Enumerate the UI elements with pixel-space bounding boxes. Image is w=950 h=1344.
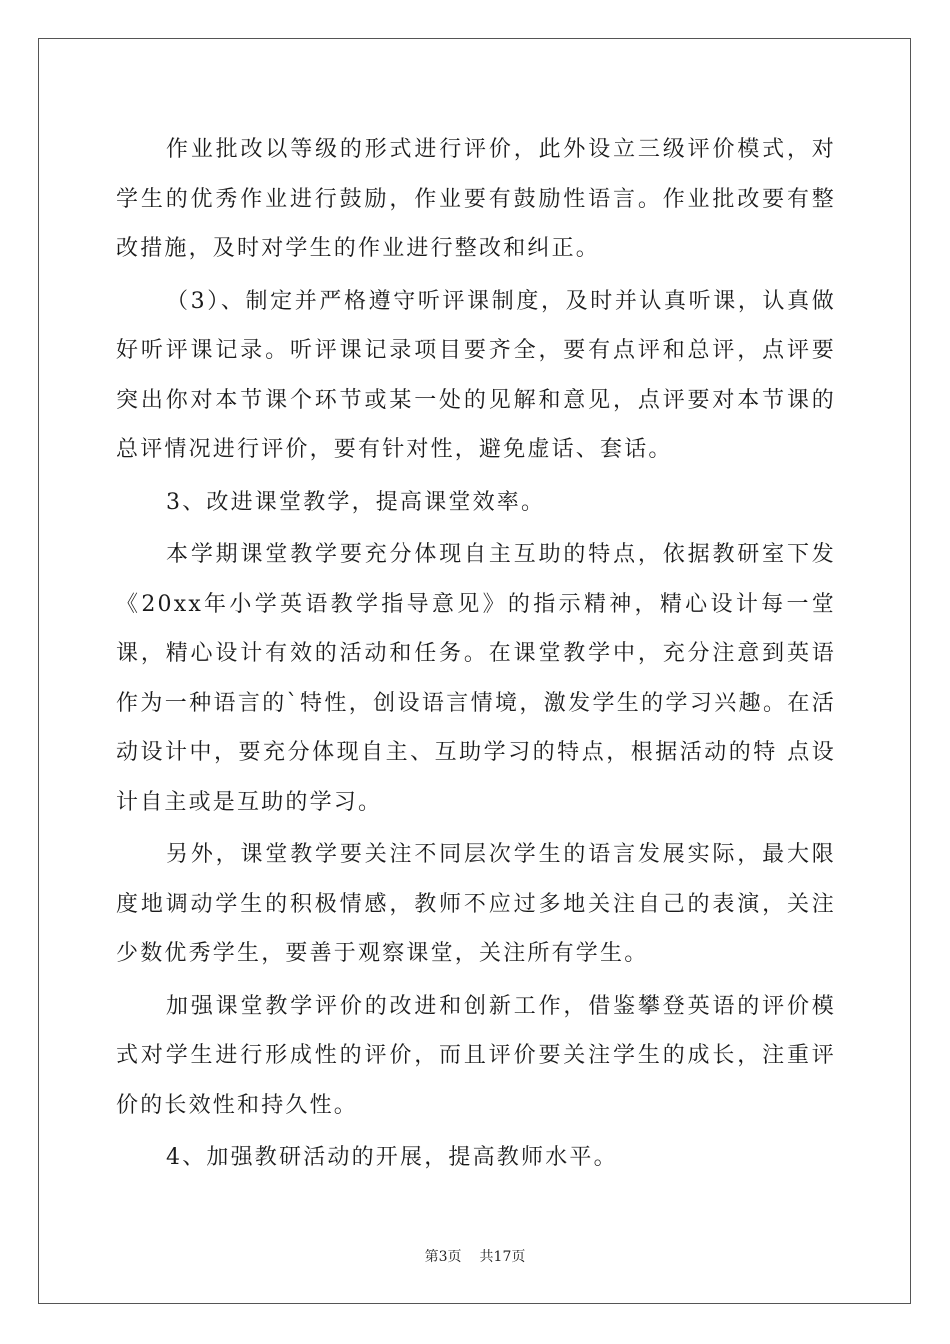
page-number: 第3页: [424, 1249, 462, 1265]
paragraph-evaluation-innovation: 加强课堂教学评价的改进和创新工作，借鉴攀登英语的评价模式对学生进行形成性的评价，而且评价要关注学生的成长，注重评价的长效性和持久性。: [116, 993, 836, 1118]
page-total: 共17页: [479, 1249, 526, 1265]
heading-improve-teaching: 3、改进课堂教学，提高课堂效率。: [166, 489, 546, 515]
page-footer: [0, 1246, 950, 1266]
paragraph-student-levels: 另外，课堂教学要关注不同层次学生的语言发展实际，最大限度地调动学生的积极情感，教师不应过多地关注自己的表演，关注少数优秀学生，要善于观察课堂，关注所有学生。: [116, 842, 836, 966]
paragraph-classroom-teaching: 本学期课堂教学要充分体现自主互助的特点，依据教研室下发《20xx年小学英语教学指导意见》的指示精神，精心设计每一堂课，精心设计有效的活动和任务。在课堂教学中，充分注意到英语作为一种语言的`特性，创设语言情境，激发学生的学习兴趣。在活动设计中，要充分体现自主、互助学习的特点，根据活动的特 点设计自主或是互助的学习。: [116, 542, 836, 815]
heading-teaching-research: 4、加强教研活动的开展，提高教师水平。: [166, 1145, 618, 1170]
paragraph-homework-grading: 作业批改以等级的形式进行评价，此外设立三级评价模式，对学生的优秀作业进行鼓励，作业要有鼓励性语言。作业批改要有整改措施，及时对学生的作业进行整改和纠正。: [116, 137, 836, 261]
paragraph-lesson-observation: （3）、制定并严格遵守听评课制度，及时并认真听课，认真做好听评课记录。听评课记录项目要齐全，要有点评和总评，点评要突出你对本节课个环节或某一处的见解和意见，点评要对本节课的总评情况进行评价，要有针对性，避免虚话、套话。: [116, 288, 836, 462]
document-body: [116, 125, 836, 1183]
